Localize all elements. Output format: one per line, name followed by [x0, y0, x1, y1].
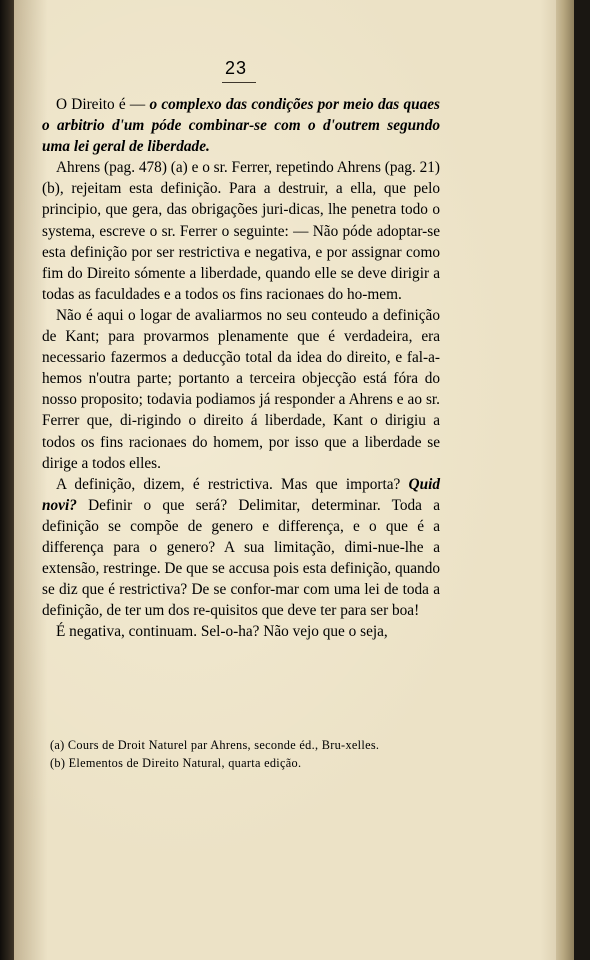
page-number-underline — [222, 82, 256, 83]
paragraph-text: Não é aqui o logar de avaliarmos no seu conteudo a definição de Kant; para provarmos plenamente que é verdadeira, era necessario fazermos a deducção total da idea do direito, e fal-a-hemos n'outra parte; portanto a terceira objecção está fóra do nosso proposito; todavia podiamos já responder a Ahrens e ao sr. Ferrer que, di-rigindo o direito á liberdade, Kant o dirigiu a todos os fins racionaes do homem, por isso que a liberdade se dirige a todos elles. — [42, 306, 440, 472]
paragraph-text: É negativa, continuam. Sel-o-ha? Não vejo que o seja, — [56, 623, 388, 641]
paragraph-objection — [42, 157, 440, 305]
footnote-b: (b) Elementos de Direito Natural, quarta edição. — [50, 756, 302, 770]
paragraph-text: Definir o que será? Delimitar, determinar. Toda a definição se compõe de genero e differença, e o que é a differença para o genero? A sua limitação, dimi-nue-lhe a extensão, restringe. De que se accusa pois esta definição, quando se diz que é restrictiva? De se confor-mar com uma lei de toda a definição, de ter um dos re-quisitos que deve ter para ser boa! — [42, 496, 440, 620]
paragraph-text: O Direito é — — [56, 96, 150, 113]
paragraph-text: A definição, dizem, é restrictiva. Mas que importa? — [56, 475, 409, 493]
footnote-a: (a) Cours de Droit Naturel par Ahrens, seconde éd., Bru-xelles. — [50, 738, 380, 752]
paragraph-text-italic: o complexo das condições por meio das quaes o arbitrio d'um póde combinar-se com o d'outrem segundo uma lei geral de liberdade. — [42, 96, 440, 156]
body-text — [42, 94, 440, 642]
paragraph-definition — [42, 94, 440, 157]
paragraph-text: Ahrens (pag. 478) (a) e o sr. Ferrer, repetindo Ahrens (pag. 21) (b), rejeitam esta definição. Para a destruir, a ella, que pelo principio, que gera, das obrigações juri-dicas, lhe penetra todo o systema, escreve o sr. Ferrer o seguinte: — Não póde adoptar-se esta definição por ser restrictiva e negativa, e por assignar como fim do Direito sómente a liberdade, quando elle se deve dirigir a todas as faculdades e a todos os fins racionaes do ho-mem. — [42, 159, 440, 303]
paragraph-restrictive — [42, 474, 440, 622]
paragraph-negative — [42, 621, 440, 642]
page-number: 23 — [224, 58, 248, 78]
footnotes — [42, 736, 440, 772]
page-edge-shadow — [556, 0, 574, 960]
paragraph-response — [42, 305, 440, 474]
paragraph-text-italic: Quid novi? — [42, 475, 440, 514]
